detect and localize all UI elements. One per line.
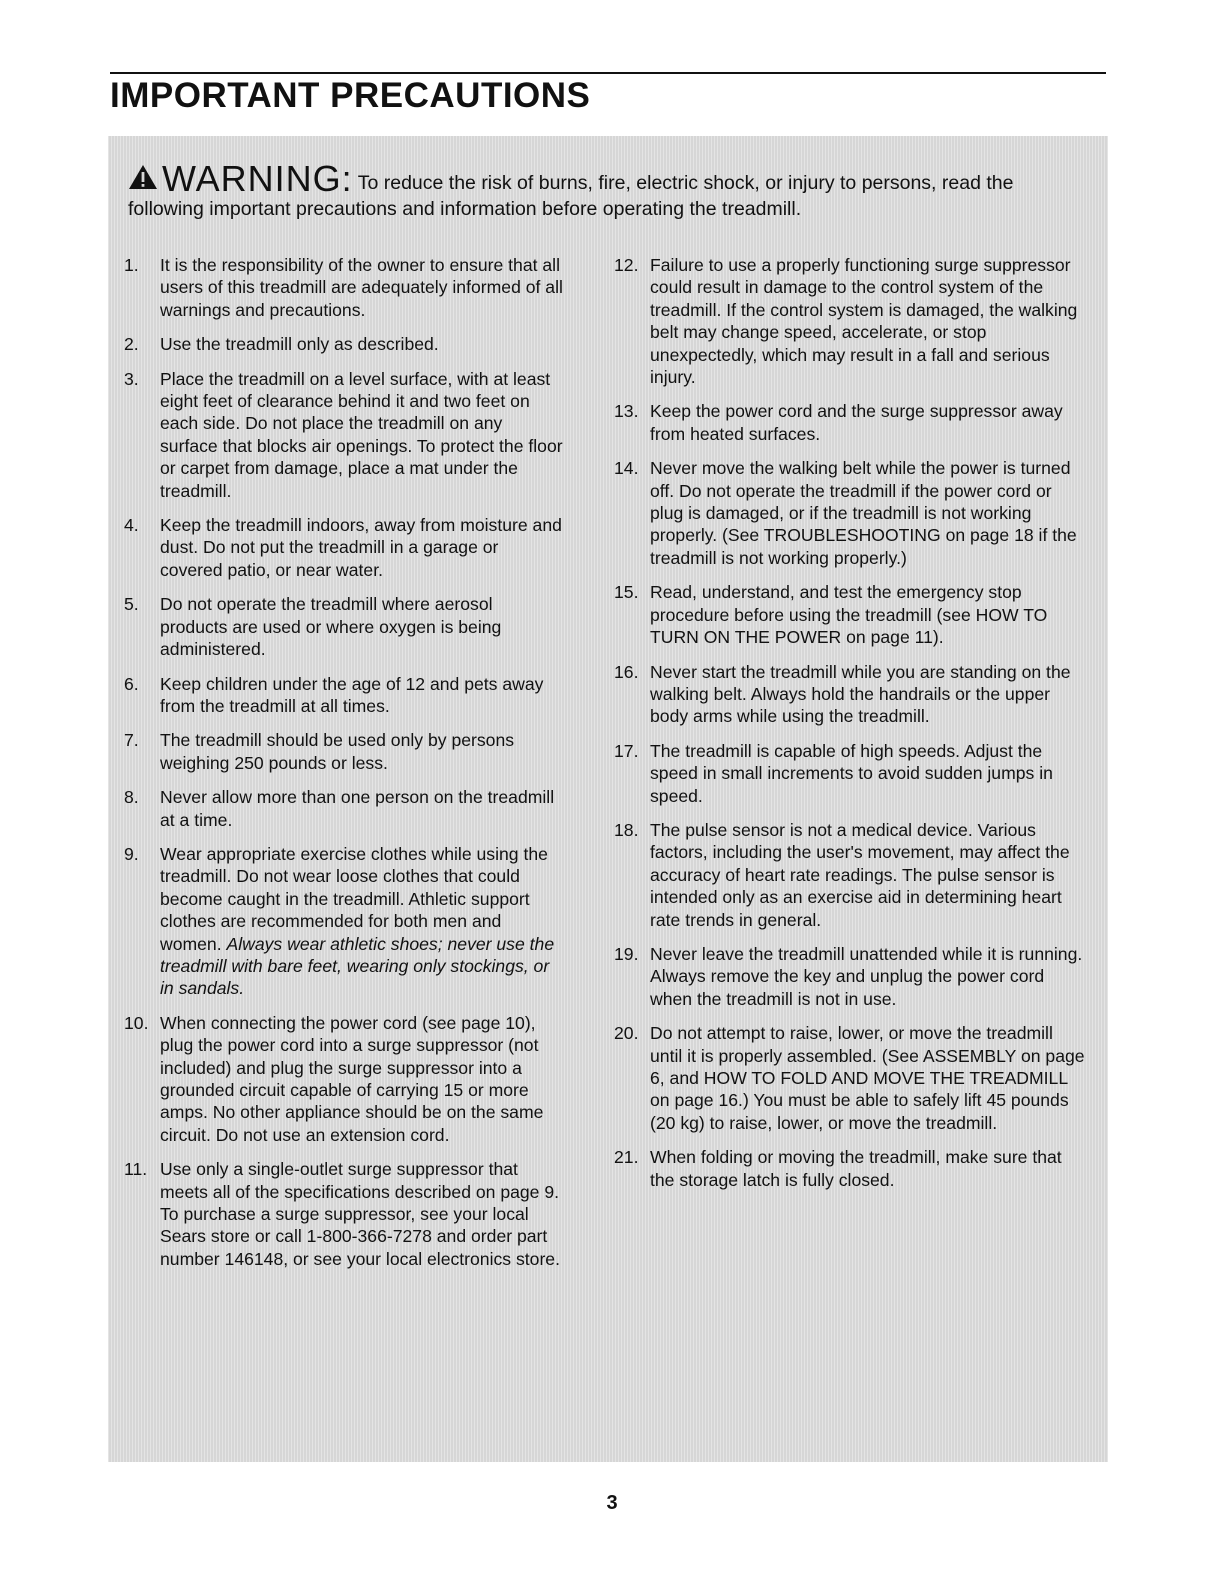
item-text: Keep children under the age of 12 and pets away from the treadmill at all times.	[160, 673, 544, 716]
list-item	[614, 1022, 1088, 1134]
item-text: Keep the power cord and the surge suppressor away from heated surfaces.	[650, 401, 1063, 444]
item-number: 19.	[614, 943, 639, 964]
item-number: 13.	[614, 401, 639, 422]
item-text: It is the responsibility of the owner to ensure that all users of this treadmill are adequately informed of all warnings and precautions.	[160, 255, 563, 320]
item-number: 18.	[614, 819, 639, 840]
list-item	[614, 819, 1088, 931]
item-text: When folding or moving the treadmill, make sure that the storage latch is fully closed.	[650, 1147, 1062, 1190]
item-text: Do not operate the treadmill where aerosol products are used or where oxygen is being administered.	[160, 594, 502, 660]
list-item	[124, 333, 564, 355]
item-number: 16.	[614, 661, 639, 682]
list-item	[614, 400, 1088, 445]
item-number: 1.	[124, 255, 139, 275]
list-item	[124, 843, 564, 1000]
item-text: Use only a single-outlet surge suppressor that meets all of the specifications described on page 9. To purchase a surge suppressor, see your local Sears store or call 1-800-366-7278 and order part number 146148, or see your local electronics store.	[160, 1159, 560, 1269]
item-number: 10.	[124, 1012, 149, 1033]
item-text: Failure to use a properly functioning surge suppressor could result in damage to the control system of the treadmill. If the control system is damaged, the walking belt may change speed, accelerate, or stop unexpectedly, which may result in a fall and serious injury.	[650, 255, 1078, 388]
warning-heading: WARNING:	[162, 158, 353, 199]
item-text: The pulse sensor is not a medical device. Various factors, including the user's movement, may affect the accuracy of heart rate readings. The pulse sensor is intended only as an exercise aid in determining heart rate trends in general.	[650, 819, 1070, 930]
list-item	[614, 661, 1088, 728]
item-text: Never leave the treadmill unattended while it is running. Always remove the key and unplug the power cord when the treadmill is not in use.	[650, 943, 1083, 1009]
list-item	[124, 673, 564, 718]
item-text: Do not attempt to raise, lower, or move the treadmill until it is properly assembled. (See ASSEMBLY on page 6, and HOW TO FOLD AND MOVE THE TREADMILL on page 16.) You must be able to safely lift 45 pounds (20 kg) to raise, lower, or move the treadmill.	[650, 1023, 1085, 1133]
item-text: Use the treadmill only as described.	[160, 334, 439, 355]
item-text: Keep the treadmill indoors, away from moisture and dust. Do not put the treadmill in a garage or covered patio, or near water.	[160, 515, 562, 580]
page-title: IMPORTANT PRECAUTIONS	[110, 76, 591, 115]
item-text: The treadmill is capable of high speeds. Adjust the speed in small increments to avoid sudden jumps in speed.	[650, 740, 1053, 806]
item-number: 21.	[614, 1147, 639, 1168]
item-number: 3.	[124, 368, 139, 389]
list-item	[124, 368, 564, 502]
item-text: Read, understand, and test the emergency stop procedure before using the treadmill (see HOW TO TURN ON THE POWER on page 11).	[650, 582, 1048, 648]
item-text: When connecting the power cord (see page 10), plug the power cord into a surge suppressor (not included) and plug the surge suppressor into a grounded circuit capable of carrying 15 or more amps. No other appliance should be on the same circuit. Do not use an extension cord.	[160, 1012, 544, 1145]
list-item	[124, 786, 564, 831]
precautions-panel	[108, 136, 1108, 1462]
item-number: 14.	[614, 458, 639, 479]
item-number: 17.	[614, 740, 639, 761]
warning-block	[128, 158, 1088, 222]
item-text: The treadmill should be used only by persons weighing 250 pounds or less.	[160, 730, 515, 773]
left-column	[124, 254, 564, 1282]
item-text: Place the treadmill on a level surface, with at least eight feet of clearance behind it and two feet on each side. Do not place the treadmill on any surface that blocks air openings. To protect the floor or carpet from damage, place a mat under the treadmill.	[160, 368, 563, 501]
item-number: 9.	[124, 843, 139, 864]
list-item	[124, 593, 564, 660]
item-text: Wear appropriate exercise clothes while using the treadmill. Do not wear loose clothes that could become caught in the treadmill. Athletic support clothes are recommended for both men and women.	[160, 843, 548, 954]
item-number: 15.	[614, 582, 639, 603]
item-number: 5.	[124, 594, 139, 615]
item-number: 20.	[614, 1023, 639, 1044]
item-emphasis: Always wear athletic shoes; never use the treadmill with bare feet, wearing only stockings, or in sandals.	[160, 933, 555, 999]
page-number: 3	[606, 1492, 618, 1514]
list-item	[614, 457, 1088, 569]
item-number: 6.	[124, 673, 139, 694]
list-item	[614, 581, 1088, 648]
item-text: Never allow more than one person on the treadmill at a time.	[160, 787, 555, 830]
item-text: Never start the treadmill while you are standing on the walking belt. Always hold the handrails or the upper body arms while using the treadmill.	[650, 661, 1071, 727]
item-number: 4.	[124, 515, 139, 536]
list-item	[124, 1012, 564, 1146]
item-number: 7.	[124, 730, 139, 751]
item-number: 8.	[124, 787, 139, 808]
warning-text: To reduce the risk of burns, fire, electric shock, or injury to persons, read the following important precautions and information before operating the treadmill.	[128, 172, 1014, 220]
item-number: 11.	[124, 1159, 148, 1180]
item-number: 2.	[124, 334, 139, 355]
item-text: Never move the walking belt while the power is turned off. Do not operate the treadmill if the power cord or plug is damaged, or if the treadmill is not working properly. (See TROUBLESHOOTING on page 18 if the treadmill is not working properly.)	[650, 458, 1077, 568]
list-item	[124, 1158, 564, 1270]
right-column	[614, 254, 1088, 1203]
warning-triangle-icon	[128, 164, 158, 190]
list-item	[124, 254, 564, 321]
list-item	[614, 1146, 1088, 1191]
list-item	[124, 729, 564, 774]
item-number: 12.	[614, 255, 639, 275]
list-item	[614, 943, 1088, 1010]
list-item	[124, 514, 564, 581]
list-item	[614, 740, 1088, 807]
title-rule	[110, 72, 1106, 74]
list-item	[614, 254, 1088, 388]
